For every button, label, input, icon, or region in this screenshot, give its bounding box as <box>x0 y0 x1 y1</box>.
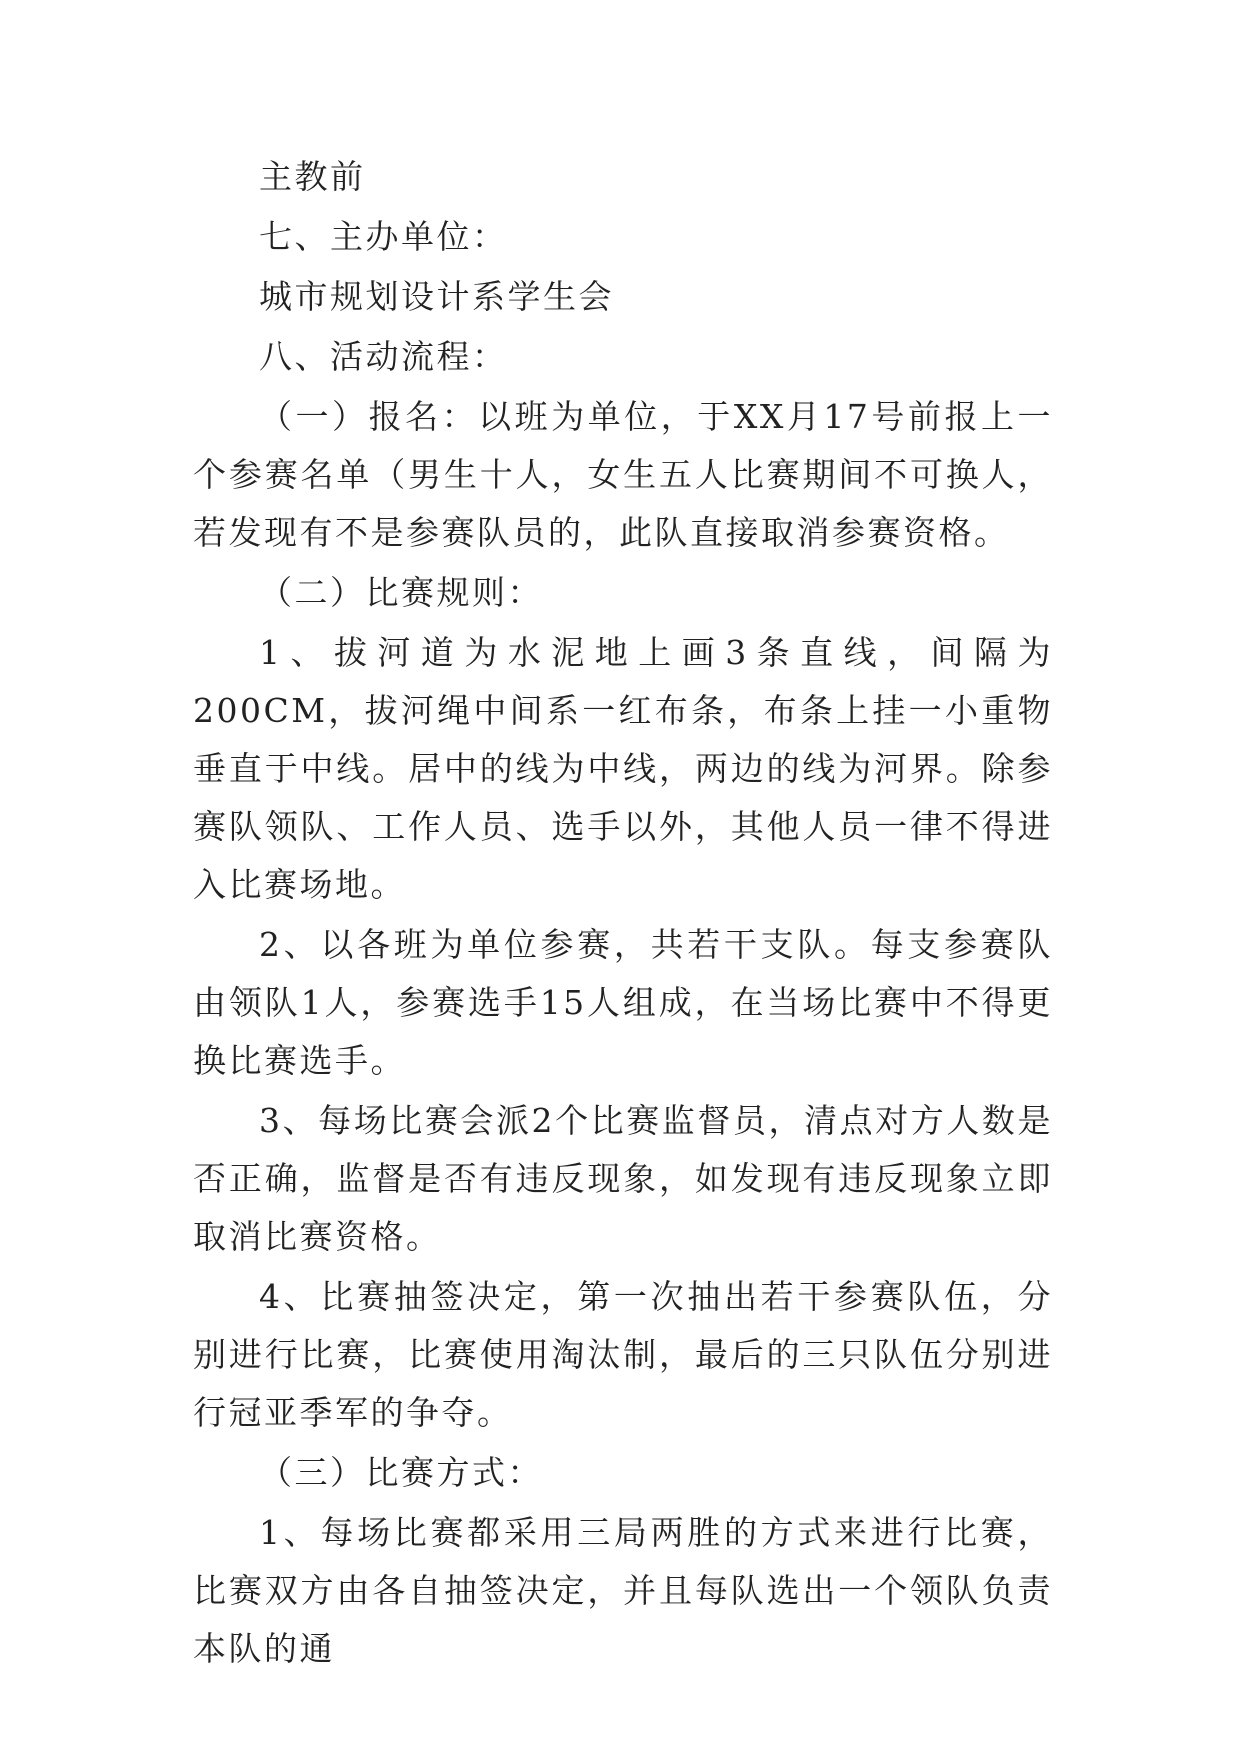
section-heading-process: 八、活动流程： <box>259 337 508 376</box>
paragraph-rule-2: 2、以各班为单位参赛，共若干支队。每支参赛队由领队1人，参赛选手15人组成，在当场比赛中不得更换比赛选手。 <box>193 925 1053 1080</box>
paragraph-rule-1: 1、拔河道为水泥地上画3条直线，间隔为200CM，拔河绳中间系一红布条，布条上挂一小重物垂直于中线。居中的线为中线，两边的线为河界。除参赛队领队、工作人员、选手以外，其他人员一律不得进入比赛场地。 <box>193 633 1053 904</box>
paragraph-rule-4: 4、比赛抽签决定，第一次抽出若干参赛队伍，分别进行比赛，比赛使用淘汰制，最后的三只队伍分别进行冠亚季军的争夺。 <box>193 1277 1053 1432</box>
document-body <box>193 148 1053 1680</box>
paragraph-format-1: 1、每场比赛都采用三局两胜的方式来进行比赛，比赛双方由各自抽签决定，并且每队选出一个领队负责本队的通 <box>193 1513 1053 1668</box>
subheading-rules: （二）比赛规则： <box>259 573 543 612</box>
subheading-format: （三）比赛方式： <box>259 1453 543 1492</box>
paragraph-organizer: 城市规划设计系学生会 <box>259 277 614 316</box>
section-heading-organizer: 七、主办单位： <box>259 217 508 256</box>
paragraph-continuation: 主教前 <box>259 157 366 196</box>
paragraph-rule-3: 3、每场比赛会派2个比赛监督员，清点对方人数是否正确，监督是否有违反现象，如发现有违反现象立即取消比赛资格。 <box>193 1101 1053 1256</box>
paragraph-registration: （一）报名：以班为单位，于XX月17号前报上一个参赛名单（男生十人，女生五人比赛期间不可换人，若发现有不是参赛队员的，此队直接取消参赛资格。 <box>193 397 1053 552</box>
